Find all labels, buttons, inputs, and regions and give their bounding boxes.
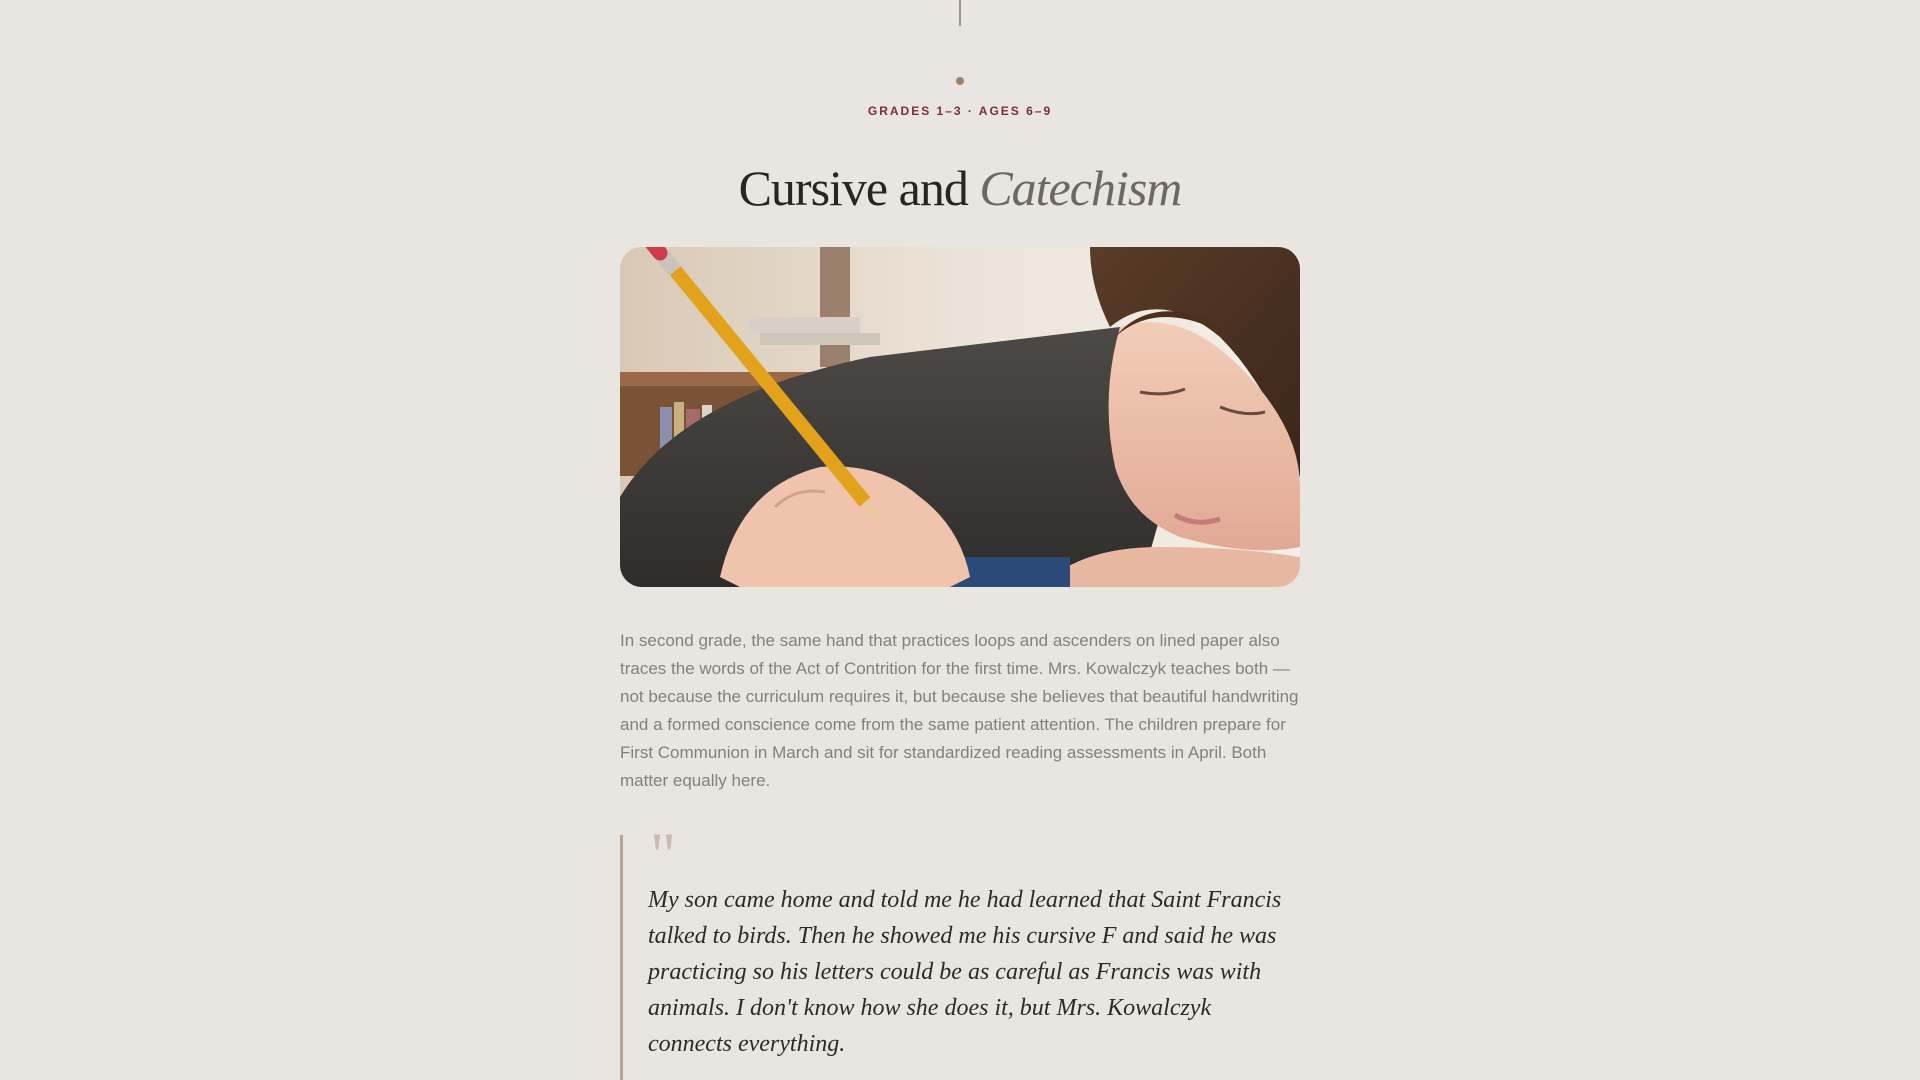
section-title [0,156,1920,220]
child-writing-photo [620,247,1300,587]
grade-eyebrow: GRADES 1–3 · AGES 6–9 [867,104,1053,118]
quote-text: My son came home and told me he had learned that Saint Francis talked to birds. Then he showed me his cursive F and said he was practicing so his letters could be as careful as Francis was with animals. I don't know how she does it, but Mrs. Kowalczyk connects everything. [648,887,1282,1057]
title-plain: Cursive and [738,160,968,216]
quote-mark-icon: " [650,819,677,890]
section-body: In second grade, the same hand that practices loops and ascenders on lined paper also traces the words of the Act of Contrition for the first time. Mrs. Kowalczyk teaches both — not because the curriculum requires it, but because she believes that beautiful handwriting and a formed conscience come from the same patient attention. The children prepare for First Communion in March and sit for standardized reading assessments in April. Both matter equally here. [620,631,1299,790]
timeline-line [959,0,961,26]
title-italic: Catechism [979,160,1182,216]
parent-quote [620,819,1303,1080]
timeline-dot [956,77,964,85]
